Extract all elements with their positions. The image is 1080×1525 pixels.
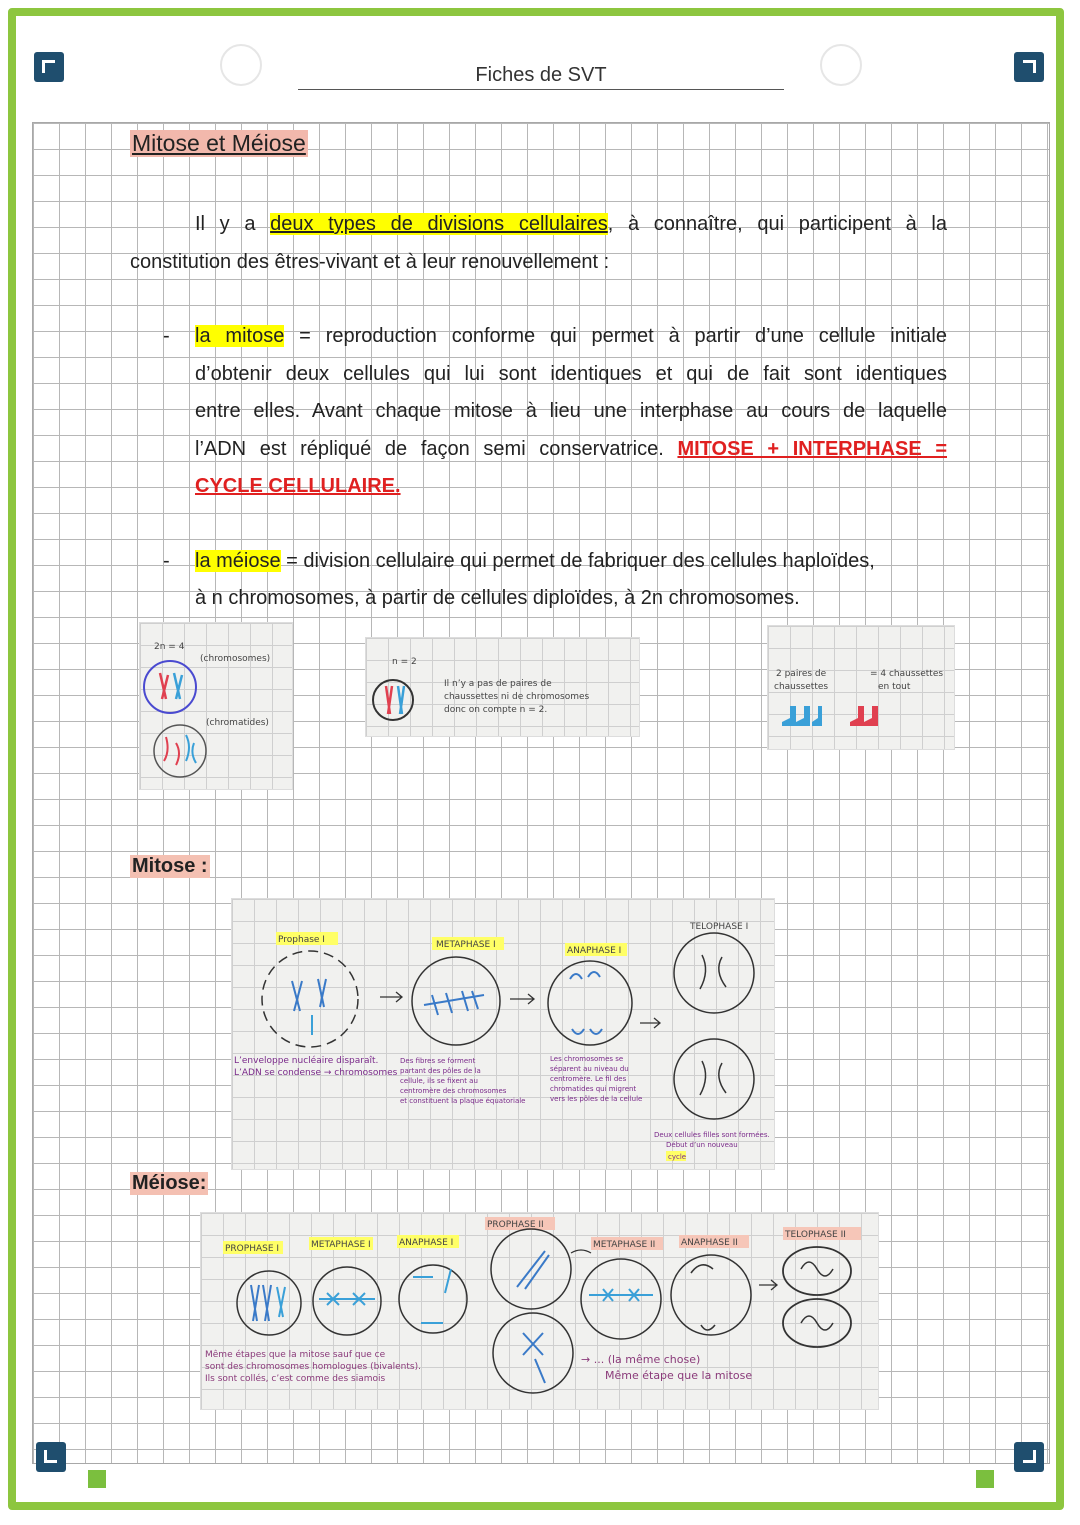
cell-circle xyxy=(144,661,196,713)
note-text: L’ADN se condense → chromosomes xyxy=(234,1068,398,1078)
note-text: cycle xyxy=(668,1153,687,1161)
section-heading-mitose: Mitose : xyxy=(132,855,208,877)
corner-logo-icon xyxy=(34,52,64,82)
cycle-formula: MITOSE + INTERPHASE = xyxy=(677,438,947,460)
note-photo-chromosomes xyxy=(139,622,293,790)
binder-ring xyxy=(820,44,862,86)
corner-logo-icon xyxy=(36,1442,66,1472)
note-text: Les chromosomes se xyxy=(550,1055,624,1063)
corner-logo-icon xyxy=(1014,1442,1044,1472)
chromosome-icon xyxy=(160,673,168,699)
note-text: Début d’un nouveau xyxy=(666,1141,738,1149)
note-text: cellule, ils se fixent au xyxy=(400,1077,478,1085)
intro-text: , à connaître, qui participent à la xyxy=(607,213,947,235)
note-text: sont des chromosomes homologues (bivalents). xyxy=(205,1362,421,1372)
mitose-line-5 xyxy=(195,468,401,506)
chromosome-icon xyxy=(589,1289,653,1301)
note-text: séparent au niveau du xyxy=(550,1065,629,1073)
chromosome-icon xyxy=(319,1293,375,1305)
green-square-icon xyxy=(976,1470,994,1488)
note-label: n = 2 xyxy=(392,657,417,667)
phase-label: METAPHASE I xyxy=(436,940,496,950)
note-text: vers les pôles de la cellule xyxy=(550,1095,643,1103)
meiose-diagram-photo xyxy=(200,1212,879,1410)
cell-prophase-2-bottom xyxy=(493,1313,573,1393)
cell-metaphase-2 xyxy=(581,1259,661,1339)
note-text: L’enveloppe nucléaire disparaît. xyxy=(234,1056,379,1066)
note-label: chaussettes xyxy=(774,682,829,692)
intro-highlight: deux types de divisions cellulaires xyxy=(270,213,608,235)
note-text: Des fibres se forment xyxy=(400,1057,476,1065)
note-text: Même étape que la mitose xyxy=(605,1369,753,1382)
arrow-icon xyxy=(640,1018,660,1028)
note-label: en tout xyxy=(878,682,911,692)
intro-text: Il y a xyxy=(195,213,271,235)
phase-label: ANAPHASE II xyxy=(681,1238,738,1248)
note-text: chromatides qui migrent xyxy=(550,1085,637,1093)
phase-label: METAPHASE II xyxy=(593,1240,656,1250)
chromosome-icon xyxy=(801,1262,833,1276)
section-heading-meiose: Méiose: xyxy=(132,1172,207,1194)
arrow-icon xyxy=(510,994,534,1004)
chromosome-icon xyxy=(700,955,726,989)
phase-label: METAPHASE I xyxy=(311,1240,371,1250)
cell-telophase-top xyxy=(674,933,754,1013)
phase-label: TELOPHASE I xyxy=(690,922,749,932)
note-text: Deux cellules filles sont formées. xyxy=(654,1131,770,1139)
corner-logo-icon xyxy=(1014,52,1044,82)
chromatid-icon xyxy=(164,737,179,765)
cell-circle xyxy=(373,680,413,720)
chromosome-icon xyxy=(517,1251,549,1289)
phase-label: PROPHASE I xyxy=(225,1244,280,1254)
cell-telophase-bottom xyxy=(674,1039,754,1119)
mitose-line-1 xyxy=(195,318,947,356)
arrow-icon xyxy=(571,1250,591,1253)
cell-telophase-2-top xyxy=(783,1247,851,1295)
phase-label: ANAPHASE I xyxy=(567,946,622,956)
mitose-text: = reproduction conforme qui permet à partir d’une cellule initiale xyxy=(284,325,947,347)
chromosome-icon xyxy=(277,1287,285,1317)
note-text: Il n’y a pas de paires de xyxy=(444,679,552,689)
note-text: partant des pôles de la xyxy=(400,1067,481,1075)
page-title: Mitose et Méiose xyxy=(132,130,306,156)
note-text: centromère des chromosomes xyxy=(400,1087,507,1095)
bullet-dash: - xyxy=(163,550,170,572)
chromatid-icon xyxy=(691,1265,715,1330)
note-label: 2 paires de xyxy=(776,669,827,679)
cell-circle xyxy=(154,725,206,777)
meiose-term: la méiose xyxy=(195,550,281,572)
cell-metaphase xyxy=(412,957,500,1045)
sock-icon xyxy=(782,706,822,726)
mitose-text: l’ADN est répliqué de façon semi conservatrice. xyxy=(195,438,678,460)
chromosome-icon xyxy=(251,1285,271,1321)
mitose-term: la mitose xyxy=(195,325,285,347)
phase-label: PROPHASE II xyxy=(487,1220,544,1230)
chromosome-icon xyxy=(700,1061,726,1095)
bullet-dash: - xyxy=(163,325,170,347)
note-text: centromère. Le fil des xyxy=(550,1075,627,1083)
chromosome-icon xyxy=(386,686,392,714)
mitose-line-2: d’obtenir deux cellules qui lui sont identiques et qui de fait sont identiques xyxy=(195,363,947,385)
note-label: = 4 chaussettes xyxy=(870,669,944,679)
cell-prophase xyxy=(262,951,358,1047)
arrow-icon xyxy=(380,992,402,1002)
note-text: et constituent la plaque équatoriale xyxy=(400,1097,526,1105)
meiose-text: = division cellulaire qui permet de fabriquer des cellules haploïdes, xyxy=(280,550,875,572)
phase-label: Prophase I xyxy=(278,935,325,945)
chromatid-icon xyxy=(186,735,196,763)
chromosome-icon xyxy=(292,981,302,1011)
phase-label: ANAPHASE I xyxy=(399,1238,454,1248)
page-header: Fiches de SVT xyxy=(298,64,784,90)
sock-icon xyxy=(850,706,878,726)
note-text: chaussettes ni de chromosomes xyxy=(444,692,590,702)
note-text: Même étapes que la mitose sauf que ce xyxy=(205,1350,386,1360)
note-label: (chromosomes) xyxy=(200,654,271,664)
note-photo-haploid xyxy=(365,637,640,737)
note-text: → ... (la même chose) xyxy=(581,1353,701,1366)
note-label: 2n = 4 xyxy=(154,642,185,652)
chromosome-icon xyxy=(424,991,484,1015)
note-photo-socks xyxy=(767,625,955,750)
chromosome-icon xyxy=(398,686,404,714)
arrow-icon xyxy=(759,1280,777,1290)
chromatid-icon xyxy=(570,972,602,1034)
chromosome-icon xyxy=(523,1333,545,1383)
meiose-line-1 xyxy=(195,543,875,581)
chromosome-icon xyxy=(318,979,326,1007)
meiose-line-2: à n chromosomes, à partir de cellules diploïdes, à 2n chromosomes. xyxy=(195,587,800,609)
mitose-line-4 xyxy=(195,431,947,469)
phase-label: TELOPHASE II xyxy=(785,1230,846,1240)
mitose-line-3: entre elles. Avant chaque mitose à lieu une interphase au cours de laquelle xyxy=(195,400,947,422)
chromosome-icon xyxy=(413,1269,451,1323)
intro-line-2: constitution des êtres-vivant et à leur renouvellement : xyxy=(130,251,610,273)
note-label: (chromatides) xyxy=(206,718,269,728)
chromosome-icon xyxy=(174,673,182,699)
binder-ring xyxy=(220,44,262,86)
note-text: Ils sont collés, c’est comme des siamois xyxy=(205,1374,386,1384)
cell-metaphase-1 xyxy=(313,1267,381,1335)
mitose-diagram-photo xyxy=(231,898,775,1170)
green-square-icon xyxy=(88,1470,106,1488)
chromosome-icon xyxy=(801,1316,833,1330)
intro-line-1 xyxy=(195,206,947,244)
cycle-formula: CYCLE CELLULAIRE. xyxy=(195,475,401,497)
note-text: donc on compte n = 2. xyxy=(444,705,548,715)
